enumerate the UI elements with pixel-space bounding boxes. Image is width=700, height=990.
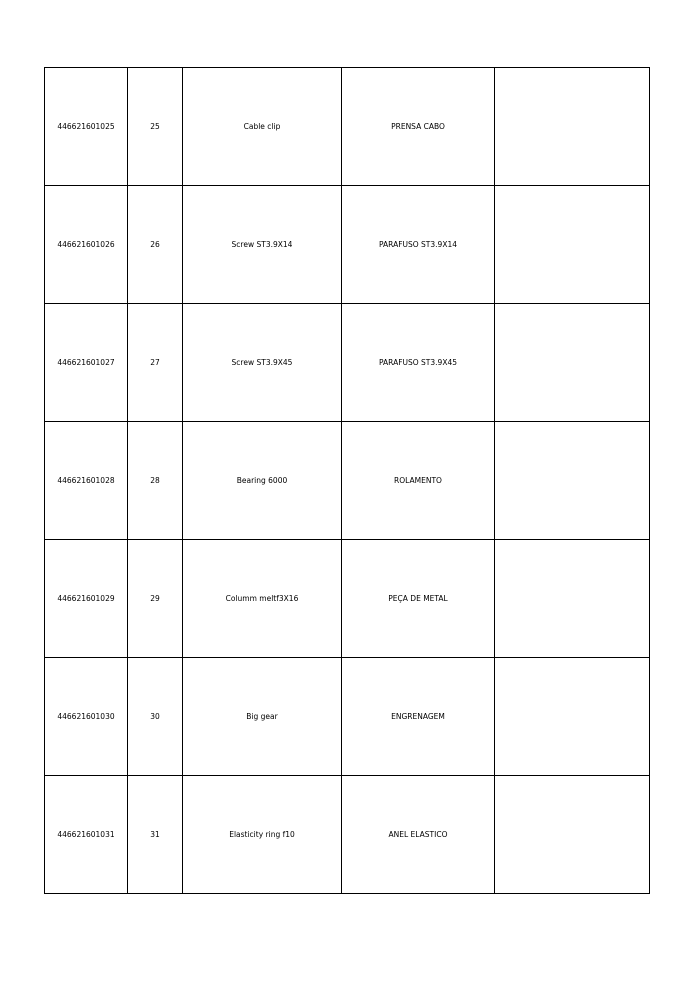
table-row <box>45 540 650 658</box>
description-en-cell: Elasticity ring f10 <box>183 776 342 894</box>
description-en-cell: Screw ST3.9X45 <box>183 304 342 422</box>
description-en-cell: Columm meltf3X16 <box>183 540 342 658</box>
item-number-cell: 27 <box>128 304 183 422</box>
item-number-cell: 25 <box>128 68 183 186</box>
item-number-cell: 30 <box>128 658 183 776</box>
item-number-cell: 26 <box>128 186 183 304</box>
description-en-cell: Bearing 6000 <box>183 422 342 540</box>
description-pt-cell: ENGRENAGEM <box>342 658 495 776</box>
description-en-cell: Screw ST3.9X14 <box>183 186 342 304</box>
item-number-cell: 28 <box>128 422 183 540</box>
table-row <box>45 68 650 186</box>
description-en-cell: Big gear <box>183 658 342 776</box>
remarks-cell <box>495 776 650 894</box>
description-pt-cell: PEÇA DE METAL <box>342 540 495 658</box>
description-en-cell: Cable clip <box>183 68 342 186</box>
description-pt-cell: PRENSA CABO <box>342 68 495 186</box>
table-row <box>45 776 650 894</box>
description-pt-cell: PARAFUSO ST3.9X45 <box>342 304 495 422</box>
remarks-cell <box>495 422 650 540</box>
remarks-cell <box>495 186 650 304</box>
description-pt-cell: PARAFUSO ST3.9X14 <box>342 186 495 304</box>
part-code-cell: 446621601029 <box>45 540 128 658</box>
description-pt-cell: ROLAMENTO <box>342 422 495 540</box>
part-code-cell: 446621601025 <box>45 68 128 186</box>
part-code-cell: 446621601027 <box>45 304 128 422</box>
table-row <box>45 658 650 776</box>
parts-table <box>44 67 650 894</box>
part-code-cell: 446621601030 <box>45 658 128 776</box>
remarks-cell <box>495 540 650 658</box>
table-row <box>45 422 650 540</box>
remarks-cell <box>495 304 650 422</box>
description-pt-cell: ANEL ELASTICO <box>342 776 495 894</box>
item-number-cell: 31 <box>128 776 183 894</box>
part-code-cell: 446621601026 <box>45 186 128 304</box>
remarks-cell <box>495 658 650 776</box>
remarks-cell <box>495 68 650 186</box>
item-number-cell: 29 <box>128 540 183 658</box>
part-code-cell: 446621601028 <box>45 422 128 540</box>
table-row <box>45 186 650 304</box>
table-row <box>45 304 650 422</box>
part-code-cell: 446621601031 <box>45 776 128 894</box>
